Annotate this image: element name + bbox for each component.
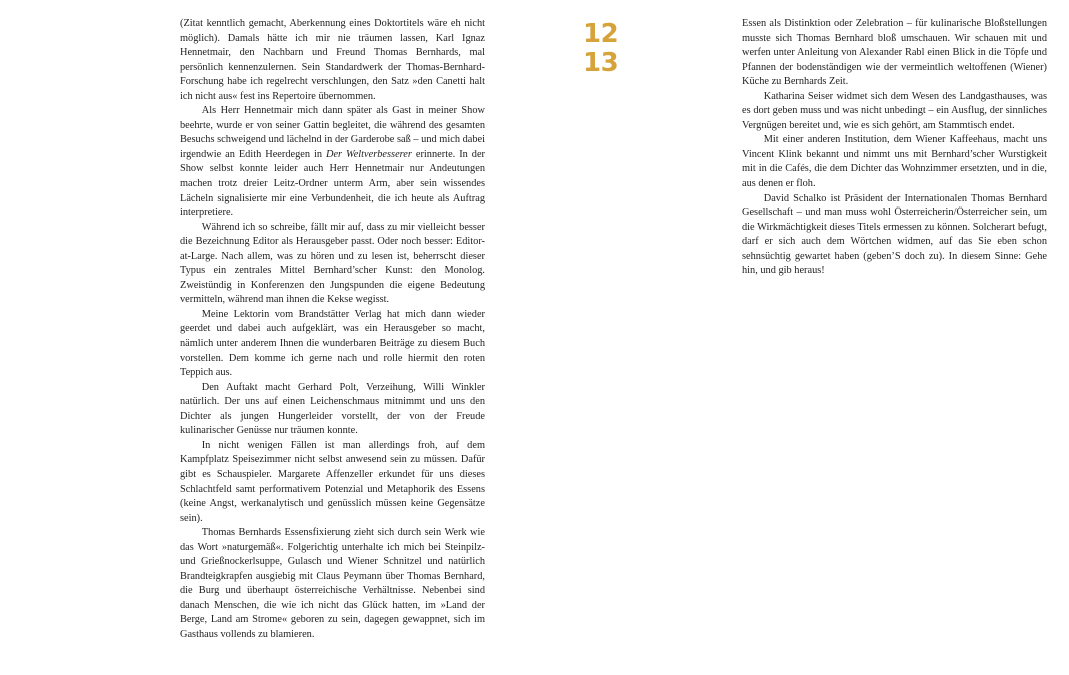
paragraph: Den Auftakt macht Gerhard Polt, Verzeihung, Willi Winkler natürlich. Der uns auf einen Leichenschmaus mitnimmt und uns den Dichter als jungen Hungerleider vorstellt, der von der Freude kulinarischer Genüsse nur träumen konnte.	[180, 381, 485, 437]
page-number-right: 13	[583, 48, 619, 78]
paragraph-text: erinnerte. In der Show selbst konnte leider auch Herr Hennetmair nur Andeutungen machen trotz dreier Leitz-Ordner unterm Arm, aber sein wissendes Lächeln signalisierte mir eine Verbundenheit, die ich heute als Auftrag interpretiere.	[180, 148, 485, 219]
paragraph: Essen als Distinktion oder Zelebration – für kulinarische Bloßstellungen musste sich Thomas Bernhard bloß umschauen. Wir schauen mit und werfen unter Anleitung von Alexander Rabl einen Blick in die Töpfe und Pfannen der bodenständigen wie der vermeintlich weltoffenen (Wiener) Küche zu Bernhards Zeit.	[742, 18, 1047, 88]
paragraph	[180, 104, 485, 220]
paragraph: Mit einer anderen Institution, dem Wiener Kaffeehaus, macht uns Vincent Klink bekannt und nimmt uns mit Bernhard’scher Wurstigkeit mit in die Cafés, die dem Dichter das Wohnzimmer ersetzten, und in die, aus denen er floh.	[742, 134, 1047, 190]
paragraph: In nicht wenigen Fällen ist man allerdings froh, auf dem Kampfplatz Speisezimmer nicht selbst anwesend sein zu müssen. Dafür gibt es Schauspieler. Margarete Affenzeller erkundet für uns dieses Schlachtfeld samt performativem Potenzial und Metaphorik des Essens (keine Angst, werkanalytisch und genüsslich müssen keine Gegensätze sein).	[180, 439, 485, 524]
paragraph-text: Als Herr Hennetmair mich dann später als Gast in meiner Show beehrte, wurde er von seiner Gattin begleitet, die während des gesamten Besuchs schweigend und lächelnd in der Garderobe saß – und mich dabei irgendwie an Edith Heerdegen in	[180, 105, 485, 160]
paragraph: Katharina Seiser widmet sich dem Wesen des Landgasthauses, was es dort geben muss und was nicht unbedingt – ein Ausflug, der sinnliches Vergnügen bereitet und, wie es sich gehört, am Stammtisch endet.	[742, 90, 1047, 131]
paragraph: Während ich so schreibe, fällt mir auf, dass zu mir vielleicht besser die Bezeichnung Editor als Herausgeber passt. Oder noch besser: Editor-at-Large. Nach allem, was zu hören und zu lesen ist, beherrscht dieser Typus ein zentrales Mittel Bernhard’scher Kunst: den Monolog. Zweistündig in Konferenzen den Jungspunden die eigene Bedeutung vermitteln, während man ihnen die Kekse wegisst.	[180, 221, 485, 306]
book-title: Der Weltverbesserer	[326, 148, 412, 160]
right-page-text	[742, 17, 1047, 279]
paragraph: David Schalko ist Präsident der Internationalen Thomas Bernhard Gesellschaft – und man muss wohl Österreicherin/Österreicher sein, um die Wirkmächtigkeit dieses Titels ermessen zu können. Solcherart befugt, darf er sich auch dem Wörtchen widmen, auf das Sie eben schon sehnsüchtig gewartet haben (geben’S doch zu). In diesem Sinne: Gehe hin, und gib heraus!	[742, 192, 1047, 277]
page-number-left: 12	[583, 19, 619, 49]
paragraph: (Zitat kenntlich gemacht, Aberkennung eines Doktortitels wäre eh nicht möglich). Damals hätte ich mir nie träumen lassen, Karl Ignaz Hennetmair, den Nachbarn und Freund Thomas Bernhards, mal persönlich kennenzulernen. Sein Standardwerk der Thomas-Bernhard-Forschung habe ich regelrecht verschlungen, den Satz »den Canetti halt ich nicht aus« fest ins Repertoire übernommen.	[180, 18, 485, 102]
paragraph: Meine Lektorin vom Brandstätter Verlag hat mich dann wieder geerdet und dabei auch aufgeklärt, was ein Herausgeber so macht, nämlich unter anderem Ihnen die wunderbaren Beiträge zu diesem Buch vorstellen. Dem komme ich gerne nach und rolle hiermit den roten Teppich aus.	[180, 308, 485, 379]
paragraph: Thomas Bernhards Essensfixierung zieht sich durch sein Werk wie das Wort »naturgemäß«. Folgerichtig unterhalte ich mich bei Steinpilz- und Grießnockerlsuppe, Gulasch und Wiener Schnitzel und natürlich Brandteigkrapfen ausgiebig mit Claus Peymann über Thomas Bernhard, die Burg und überhaupt österreichische Verhältnisse. Nebenbei sind danach Menschen, die wie ich nicht das Glück hatten, im »Land der Berge, Land am Strome« geboren zu sein, dagegen gewappnet, sich im Gasthaus vollends zu blamieren.	[180, 527, 485, 640]
left-page-text	[180, 17, 485, 643]
